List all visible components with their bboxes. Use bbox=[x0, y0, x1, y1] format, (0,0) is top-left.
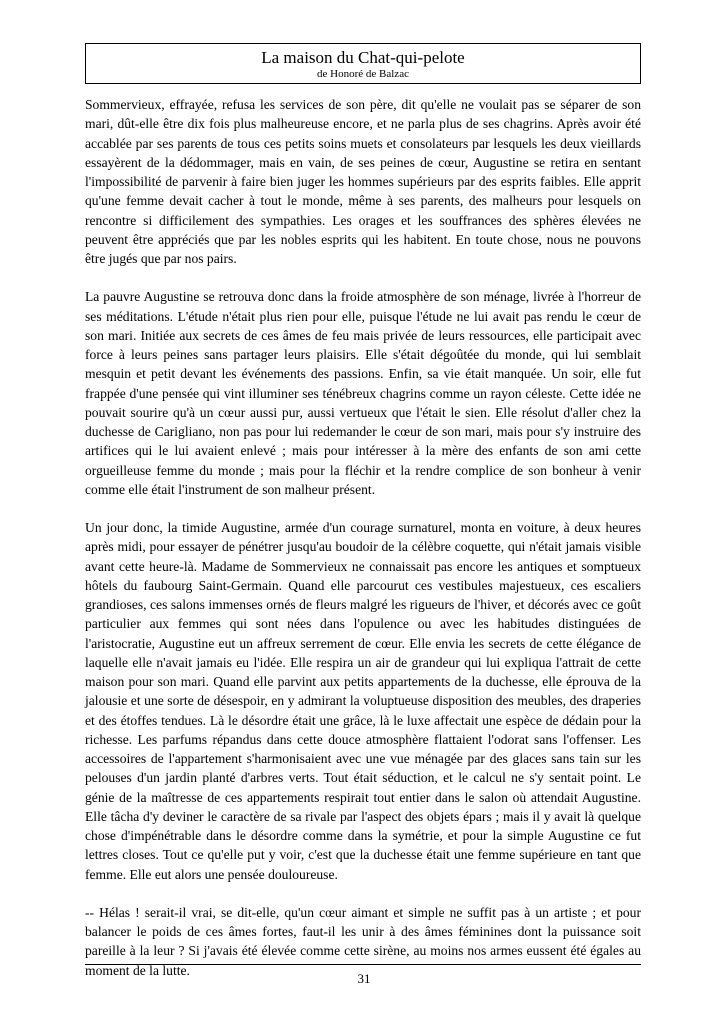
document-author: de Honoré de Balzac bbox=[317, 68, 409, 80]
page-header bbox=[85, 43, 641, 84]
paragraph: La pauvre Augustine se retrouva donc dans la froide atmosphère de son ménage, livrée à l'horreur de ses méditations. L'étude n'était plus rien pour elle, puisque l'étude ne lui avait pas rendu le cœur de son mari. Initiée aux secrets de ces âmes de feu mais privée de leurs ressources, elle participait avec force à leurs peines sans partager leurs plaisirs. Elle s'était dégoûtée du monde, qui lui semblait mesquin et petit devant les événements des passions. Enfin, sa vie était manquée. Un soir, elle fut frappée d'une pensée qui vint illuminer ses ténébreux chagrins comme un rayon céleste. Cette idée ne pouvait sourire qu'à un cœur aussi pur, aussi vertueux que l'était le sien. Elle résolut d'aller chez la duchesse de Carigliano, non pas pour lui redemander le cœur de son mari, mais pour s'y instruire des artifices qui le lui avaient enlevé ; mais pour intéresser à la mère des enfants de son ami cette orgueilleuse femme du monde ; mais pour la fléchir et la rendre complice de son bonheur à venir comme elle était l'instrument de son malheur présent. bbox=[85, 289, 641, 497]
body-text bbox=[85, 95, 641, 999]
paragraph: Sommervieux, effrayée, refusa les services de son père, dit qu'elle ne voulait pas se séparer de son mari, dût-elle être dix fois plus malheureuse encore, et ne parla plus de ses chagrins. Après avoir été accablée par ses parents de tous ces petits soins muets et consolateurs par lesquels les deux vieillards essayèrent de la dédommager, mais en vain, de ses peines de cœur, Augustine se retira en sentant l'impossibilité de parvenir à faire bien juger les hommes supérieurs par des esprits faibles. Elle apprit qu'une femme devait cacher à tout le monde, même à ses parents, des malheurs pour lesquels on rencontre si difficilement des sympathies. Les orages et les souffrances des sphères élevées ne peuvent être appréciés que par les nobles esprits qui les habitent. En toute chose, nous ne pouvons être jugés que par nos pairs. bbox=[85, 97, 641, 266]
page-number: 31 bbox=[357, 971, 371, 986]
paragraph: Un jour donc, la timide Augustine, armée d'un courage surnaturel, monta en voiture, à deux heures après midi, pour essayer de pénétrer jusqu'au boudoir de la célèbre coquette, qui n'était jamais visible avant cette heure-là. Madame de Sommervieux ne connaissait pas encore les antiques et somptueux hôtels du faubourg Saint-Germain. Quand elle parcourut ces vestibules majestueux, ces escaliers grandioses, ces salons immenses ornés de fleurs malgré les rigueurs de l'hiver, et décorés avec ce goût particulier aux femmes qui sont nées dans l'opulence ou avec les habitudes distinguées de l'aristocratie, Augustine eut un affreux serrement de cœur. Elle envia les secrets de cette élégance de laquelle elle n'avait jamais eu l'idée. Elle respira un air de grandeur qui lui expliqua l'attrait de cette maison pour son mari. Quand elle parvint aux petits appartements de la duchesse, elle éprouva de la jalousie et une sorte de désespoir, en y admirant la voluptueuse disposition des meubles, des draperies et des étoffes tendues. Là le désordre était une grâce, là le luxe affectait une espèce de dédain pour la richesse. Les parfums répandus dans cette douce atmosphère flattaient l'odorat sans l'offenser. Les accessoires de l'appartement s'harmonisaient avec une vue ménagée par des glaces sans tain sur les pelouses d'un jardin planté d'arbres verts. Tout était séduction, et le calcul ne s'y sentait point. Le génie de la maîtresse de ces appartements respirait tout entier dans le salon où attendait Augustine. Elle tâcha d'y deviner le caractère de sa rivale par l'aspect des objets épars ; mais il y avait là quelque chose d'impénétrable dans le désordre comme dans la symétrie, et pour la simple Augustine ce fut lettres closes. Tout ce qu'elle put y voir, c'est que la duchesse était une femme supérieure en tant que femme. Elle eut alors une pensée douloureuse. bbox=[85, 520, 641, 882]
footer-divider bbox=[85, 964, 641, 965]
paragraph: -- Hélas ! serait-il vrai, se dit-elle, qu'un cœur aimant et simple ne suffit pas à un artiste ; et pour balancer le poids de ces âmes fortes, faut-il les unir à des âmes féminines dont la puissance soit pareille à la leur ? Si j'avais été élevée comme cette sirène, au moins nos armes eussent été égales au moment de la lutte. bbox=[85, 904, 641, 978]
document-title: La maison du Chat-qui-pelote bbox=[261, 48, 465, 67]
